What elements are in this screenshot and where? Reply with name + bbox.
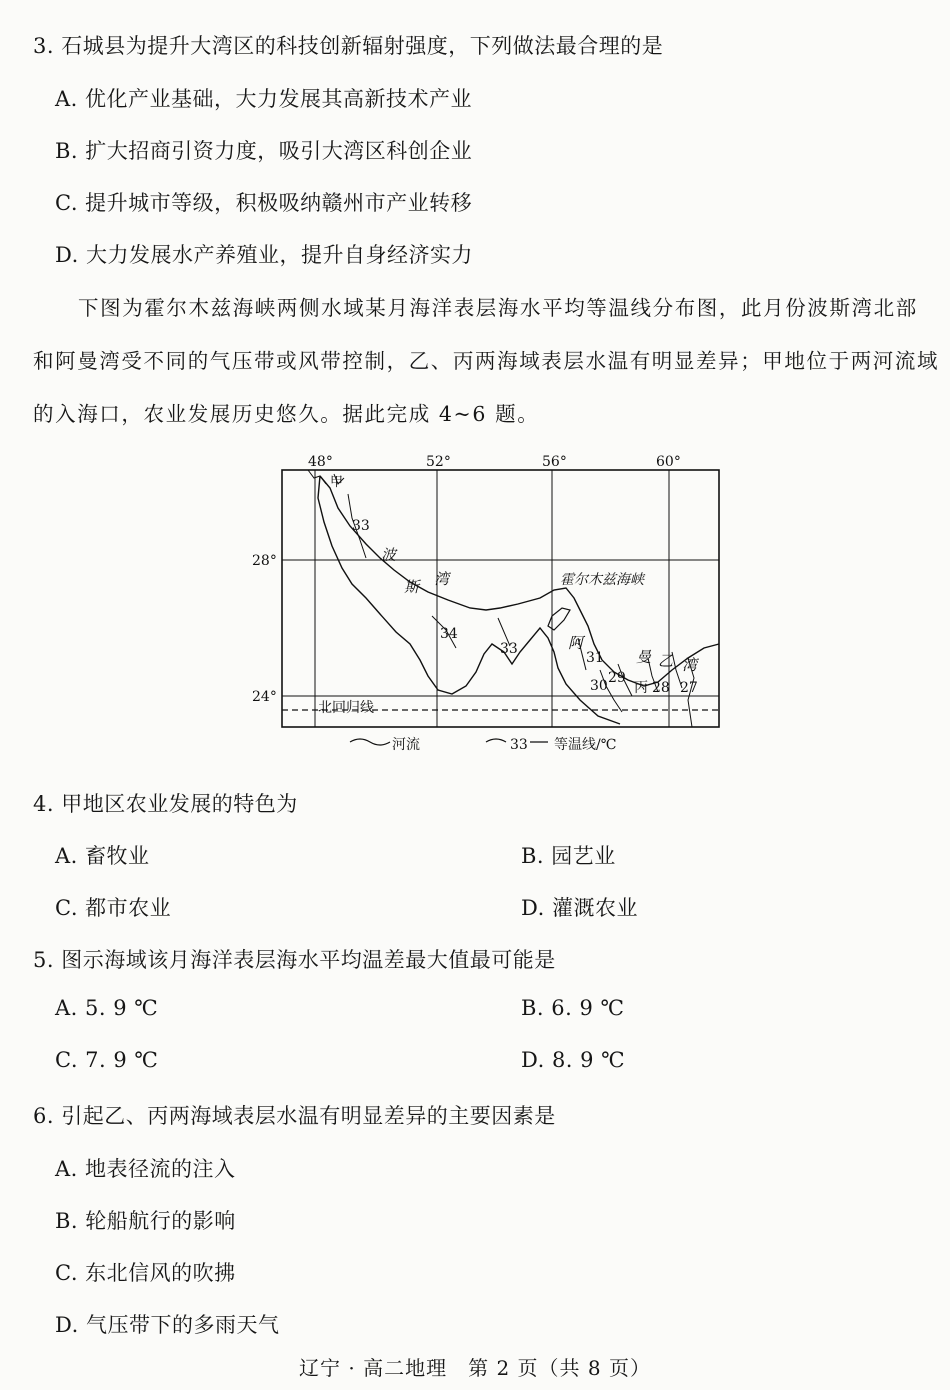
page-footer: 辽宁 · 高二地理 第 2 页（共 8 页） — [299, 1356, 651, 1380]
question-4-option-c[interactable]: C. 都市农业 — [55, 896, 172, 920]
question-6-option-d[interactable]: D. 气压带下的多雨天气 — [55, 1313, 280, 1337]
isotherm-label-34: 34 — [440, 626, 458, 642]
tropic-label: 北回归线 — [318, 700, 374, 716]
isotherm-label-28: 28 — [652, 680, 670, 696]
label-bo: 波 — [381, 546, 397, 564]
river-tigris — [308, 470, 326, 484]
question-3-option-a[interactable]: A. 优化产业基础，大力发展其高新技术产业 — [55, 87, 473, 111]
label-wan-1: 湾 — [434, 570, 450, 588]
lon-label-56: 56° — [542, 454, 567, 470]
question-3-option-c[interactable]: C. 提升城市等级，积极吸纳赣州市产业转移 — [55, 191, 473, 215]
question-3-option-d[interactable]: D. 大力发展水产养殖业，提升自身经济实力 — [55, 243, 473, 267]
passage-line-3: 的入海口，农业发展历史悠久。据此完成 4~6 题。 — [33, 402, 540, 426]
lat-label-24: 24° — [252, 689, 277, 705]
isotherm-map — [248, 448, 728, 760]
lon-label-48: 48° — [308, 454, 333, 470]
question-6-option-c[interactable]: C. 东北信风的吹拂 — [55, 1261, 236, 1285]
label-man: 曼 — [636, 648, 652, 666]
label-jia: 甲 — [330, 475, 344, 490]
question-4-stem: 4. 甲地区农业发展的特色为 — [33, 792, 298, 816]
lon-label-60: 60° — [656, 454, 681, 470]
lat-label-28: 28° — [252, 553, 277, 569]
question-6-stem: 6. 引起乙、丙两海域表层水温有明显差异的主要因素是 — [33, 1104, 556, 1128]
question-5-stem: 5. 图示海域该月海洋表层海水平均温差最大值最可能是 — [33, 948, 556, 972]
passage-line-2: 和阿曼湾受不同的气压带或风带控制，乙、丙两海域表层水温有明显差异；甲地位于两河流域 — [33, 349, 940, 373]
question-4-option-d[interactable]: D. 灌溉农业 — [521, 896, 638, 920]
question-4-option-a[interactable]: A. 畜牧业 — [55, 844, 150, 868]
isotherm-label-31: 31 — [586, 650, 604, 666]
isotherm-label-33-south: 33 — [500, 641, 518, 657]
label-yi: 乙 — [658, 652, 674, 670]
isotherm-label-29: 29 — [608, 670, 626, 686]
question-5-option-a[interactable]: A. 5. 9 ℃ — [55, 996, 159, 1020]
legend-isotherm-label: 等温线/℃ — [554, 737, 617, 753]
question-5-option-b[interactable]: B. 6. 9 ℃ — [521, 996, 625, 1020]
question-4-option-b[interactable]: B. 园艺业 — [521, 844, 616, 868]
isotherm-label-27: 27 — [680, 680, 698, 696]
label-wan-2: 湾 — [682, 656, 698, 674]
question-3-stem: 3. 石城县为提升大湾区的科技创新辐射强度，下列做法最合理的是 — [33, 34, 664, 58]
question-5-option-c[interactable]: C. 7. 9 ℃ — [55, 1048, 159, 1072]
isotherm-label-30: 30 — [590, 678, 608, 694]
label-hormuz-strait: 霍尔木兹海峡 — [560, 572, 644, 588]
legend-river-symbol — [350, 739, 390, 745]
label-si: 斯 — [404, 578, 420, 596]
legend-river-label: 河流 — [392, 737, 420, 753]
label-bing: 丙 — [634, 680, 648, 696]
isotherm-label-33-north: 33 — [352, 518, 370, 534]
legend-isotherm-value: 33 — [510, 737, 528, 753]
question-5-option-d[interactable]: D. 8. 9 ℃ — [521, 1048, 626, 1072]
strait-peninsula — [548, 608, 570, 630]
question-3-option-b[interactable]: B. 扩大招商引资力度，吸引大湾区科创企业 — [55, 139, 473, 163]
question-6-option-b[interactable]: B. 轮船航行的影响 — [55, 1209, 236, 1233]
label-a: 阿 — [568, 634, 584, 652]
legend-isotherm-symbol-left — [486, 739, 506, 742]
passage-line-1: 下图为霍尔木兹海峡两侧水域某月海洋表层海水平均等温线分布图，此月份波斯湾北部 — [78, 296, 918, 320]
lon-label-52: 52° — [426, 454, 451, 470]
question-6-option-a[interactable]: A. 地表径流的注入 — [55, 1157, 236, 1181]
